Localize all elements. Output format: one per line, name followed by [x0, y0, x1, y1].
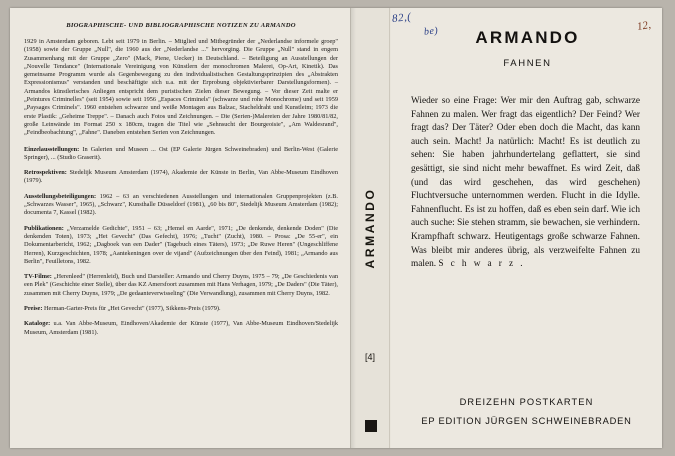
notes-section-text: Stedelijk Museum Amsterdam (1974), Akademie der Künste in Berlin, Van Abbe-Museum Eindhoven (1979).	[24, 169, 338, 185]
notes-section-exhibitions-solo	[24, 146, 338, 163]
notes-title: BIOGRAPHISCHE- UND BIBLIOGRAPHISCHE NOTIZEN ZU ARMANDO	[66, 22, 296, 29]
cover-footer	[391, 397, 662, 426]
spine-title: ARMANDO	[363, 187, 377, 269]
page-number: [4]	[364, 352, 375, 362]
biographical-notes-panel	[10, 8, 350, 448]
notes-section-group-exhibitions	[24, 193, 338, 218]
notes-section-heading: Retrospektiven:	[24, 169, 67, 177]
notes-main-paragraph: 1929 in Amsterdam geboren. Lebt seit 1979 in Berlin. – Mitglied und Mitbegründer der „Nederlandse informele groep" (1958) sowie der Gruppe „Null", die 1960 aus der „Nederlandse ..." hervorging. Die Gruppe „Null" stand in engem Zusammenhang mit der Gruppe „Zero" (Mack, Piene, Uecker) in Deutschland. – Beteiligung an Ausstellungen der „Nouvelle Tendance" (Internationale Vereinigung von Künstlern der monochromen Malerei, Op-Art, Kinetik). Das gemeinsame Programm wurde als Gegenbewegung zu den individualistischen Gestaltungsprinzipien des „Abstrakten Expressionismus" verstanden und beschäftigte sich u.a. mit der Erprobung objektivierbarer Darstellungsformen). – Armandos künstlerisches Anliegen entspricht dem puristischen Zielen dieser Bewegung. – Vor dieser Zeit malte er „Peintures Criminelles" (seit 1954) sowie seit 1956 „Espaces Criminels" (schwarze und rohe Monochrome) und seit 1959 „Paysages Criminels". 1960 entstehen schwarze und weiße Montagen aus Balzac, Stacheldraht und Kunstleim; 1973 die erste Plastik: „Geheime Treppe". – Danach auch Fotos und Zeichnungen. – Die (Serien-)Malereien der Jahre 1980/81/82, große Leinwände im Format 250 x 180cm, tragen die Titel wie „Sehnsucht der Bourgeoisie", „Am Waldesrand", „Feindbeobachtung", „Fahne". Daneben entstehen Serien von Zeichnungen.	[24, 38, 338, 137]
fold-shadow	[350, 8, 356, 448]
cover-body-spaced-tail: S c h w a r z .	[438, 259, 525, 270]
cover-body-main: Wieder so eine Frage: Wer mir den Auftrag gab, schwarze Fahnen zu malen. Wer fragt das eigentlich? Der Feind? Wer fragt das? Der Täter? Oder eben doch die Macht, das kann auch sein. Macht! Ja natürlich: Macht! Es ist deutlich zu sehen: Sie haben jahrhundertelang geflattert, sie sind gesättigt, sie sind nicht mehr bewaffnet. Es wird Zeit, daß (und das wird geschehen, das wird geschehen) Fluchtversuche unternommen werden. Flucht in die Idylle. Fahnenflucht. Es ist zu hoffen, daß es eben sein darf. Wie ich auch suche: Sie stehen stramm, sie bewachen, sie verhindern. Krampfhaft schwarz. Heutigentags große schwarze Fahnen. Was bleibt mir anderes übrig, als verzweifelte Fahnen zu malen.	[411, 96, 640, 270]
notes-section-prizes	[24, 305, 338, 313]
spine-panel	[350, 8, 390, 448]
handwritten-annotation-1: 82,(	[391, 11, 412, 25]
black-square-mark-icon	[365, 420, 377, 432]
notes-section-tv-films	[24, 273, 338, 298]
notes-section-heading: Einzelausstellungen:	[24, 145, 80, 153]
cover-footer-postcards: DREIZEHN POSTKARTEN	[459, 397, 594, 407]
notes-section-text: Herman-Garter-Preis für „Het Gevecht" (1977), Sikkens-Preis (1979).	[44, 305, 221, 313]
notes-section-retrospectives	[24, 169, 338, 186]
notes-section-text: „Herenleed" (Herrenleid), Buch und Darsteller: Armando und Cherry Duyns, 1975 – 79; „De Geschiedenis van een Plek" (Geschichte einer Stelle), über das KZ Amersfoort zusammen mit Hans Verhagen, 1979; „De Daders" (Die Täter), zusammen mit Cherry Duyns, 1979; „De gedaanteverwisseling" (Die Verwandlung), zusammen mit Cherry Duyns, 1982.	[24, 273, 339, 297]
cover-body-text	[411, 95, 640, 272]
cover-title: ARMANDO	[475, 28, 580, 47]
notes-section-text: „Verzamelde Gedichte", 1951 – 63; „Hemel en Aarde", 1971; „De denkende, denkende Doden" (Die denkenden Toten), 1973; „Het Gevecht" (Das Gefecht), 1976; „Tucht" (Zucht), 1980. – Prosa: „De 55-er", ein Dokumentarbericht, 1962; „Dagboek van een Dader" (Tagebuch eines Täters), 1973; „De Ruwe Heren" (Ungeschliffene Herren), Kurzgeschichten, 1978; „Aantekeningen over de vijand" (Aufzeichnungen über den Feind), 1981; „Armando aus Berlin", Feuilletons, 1982.	[24, 224, 339, 265]
notes-section-heading: Ausstellungsbeteiligungen:	[24, 192, 97, 200]
notes-section-heading: Preise:	[24, 305, 43, 313]
notes-section-heading: Kataloge:	[24, 320, 51, 328]
notes-section-text: 1962 – 63 an verschiedenen Ausstellungen und internationalen Gruppenprojekten (z.B. „Schwarzes Wasser", 1965), „Schwarz", Kunsthalle Düsseldorf (1981), „60 bis 80", Stedelijk Museum Amsterdam (1982); documenta 7, Kassel (1982).	[24, 192, 339, 217]
cover-panel	[391, 8, 662, 448]
handwritten-annotation-3: 12,	[636, 18, 652, 34]
notes-section-text: In Galerien und Museen ... Ost (EP Galerie Jürgen Schweinebraden) und Berlin-West (Galerie Springer), ... (Studio Graserit).	[24, 145, 338, 161]
handwritten-annotation-2: be)	[423, 25, 439, 38]
folded-card-sheet	[10, 8, 662, 448]
notes-section-publications	[24, 225, 338, 266]
cover-footer-publisher: EP EDITION JÜRGEN SCHWEINEBRADEN	[421, 416, 632, 426]
notes-section-heading: Publikationen:	[24, 224, 64, 232]
notes-section-catalogues	[24, 320, 338, 337]
notes-section-heading: TV-Filme:	[24, 273, 52, 281]
notes-section-text: u.a. Van Abbe-Museum, Eindhoven/Akademie der Künste (1977), Van Abbe-Museum Eindhoven/Stedelijk Museum, Amsterdam (1981).	[24, 320, 338, 336]
cover-subtitle: FAHNEN	[503, 58, 552, 69]
